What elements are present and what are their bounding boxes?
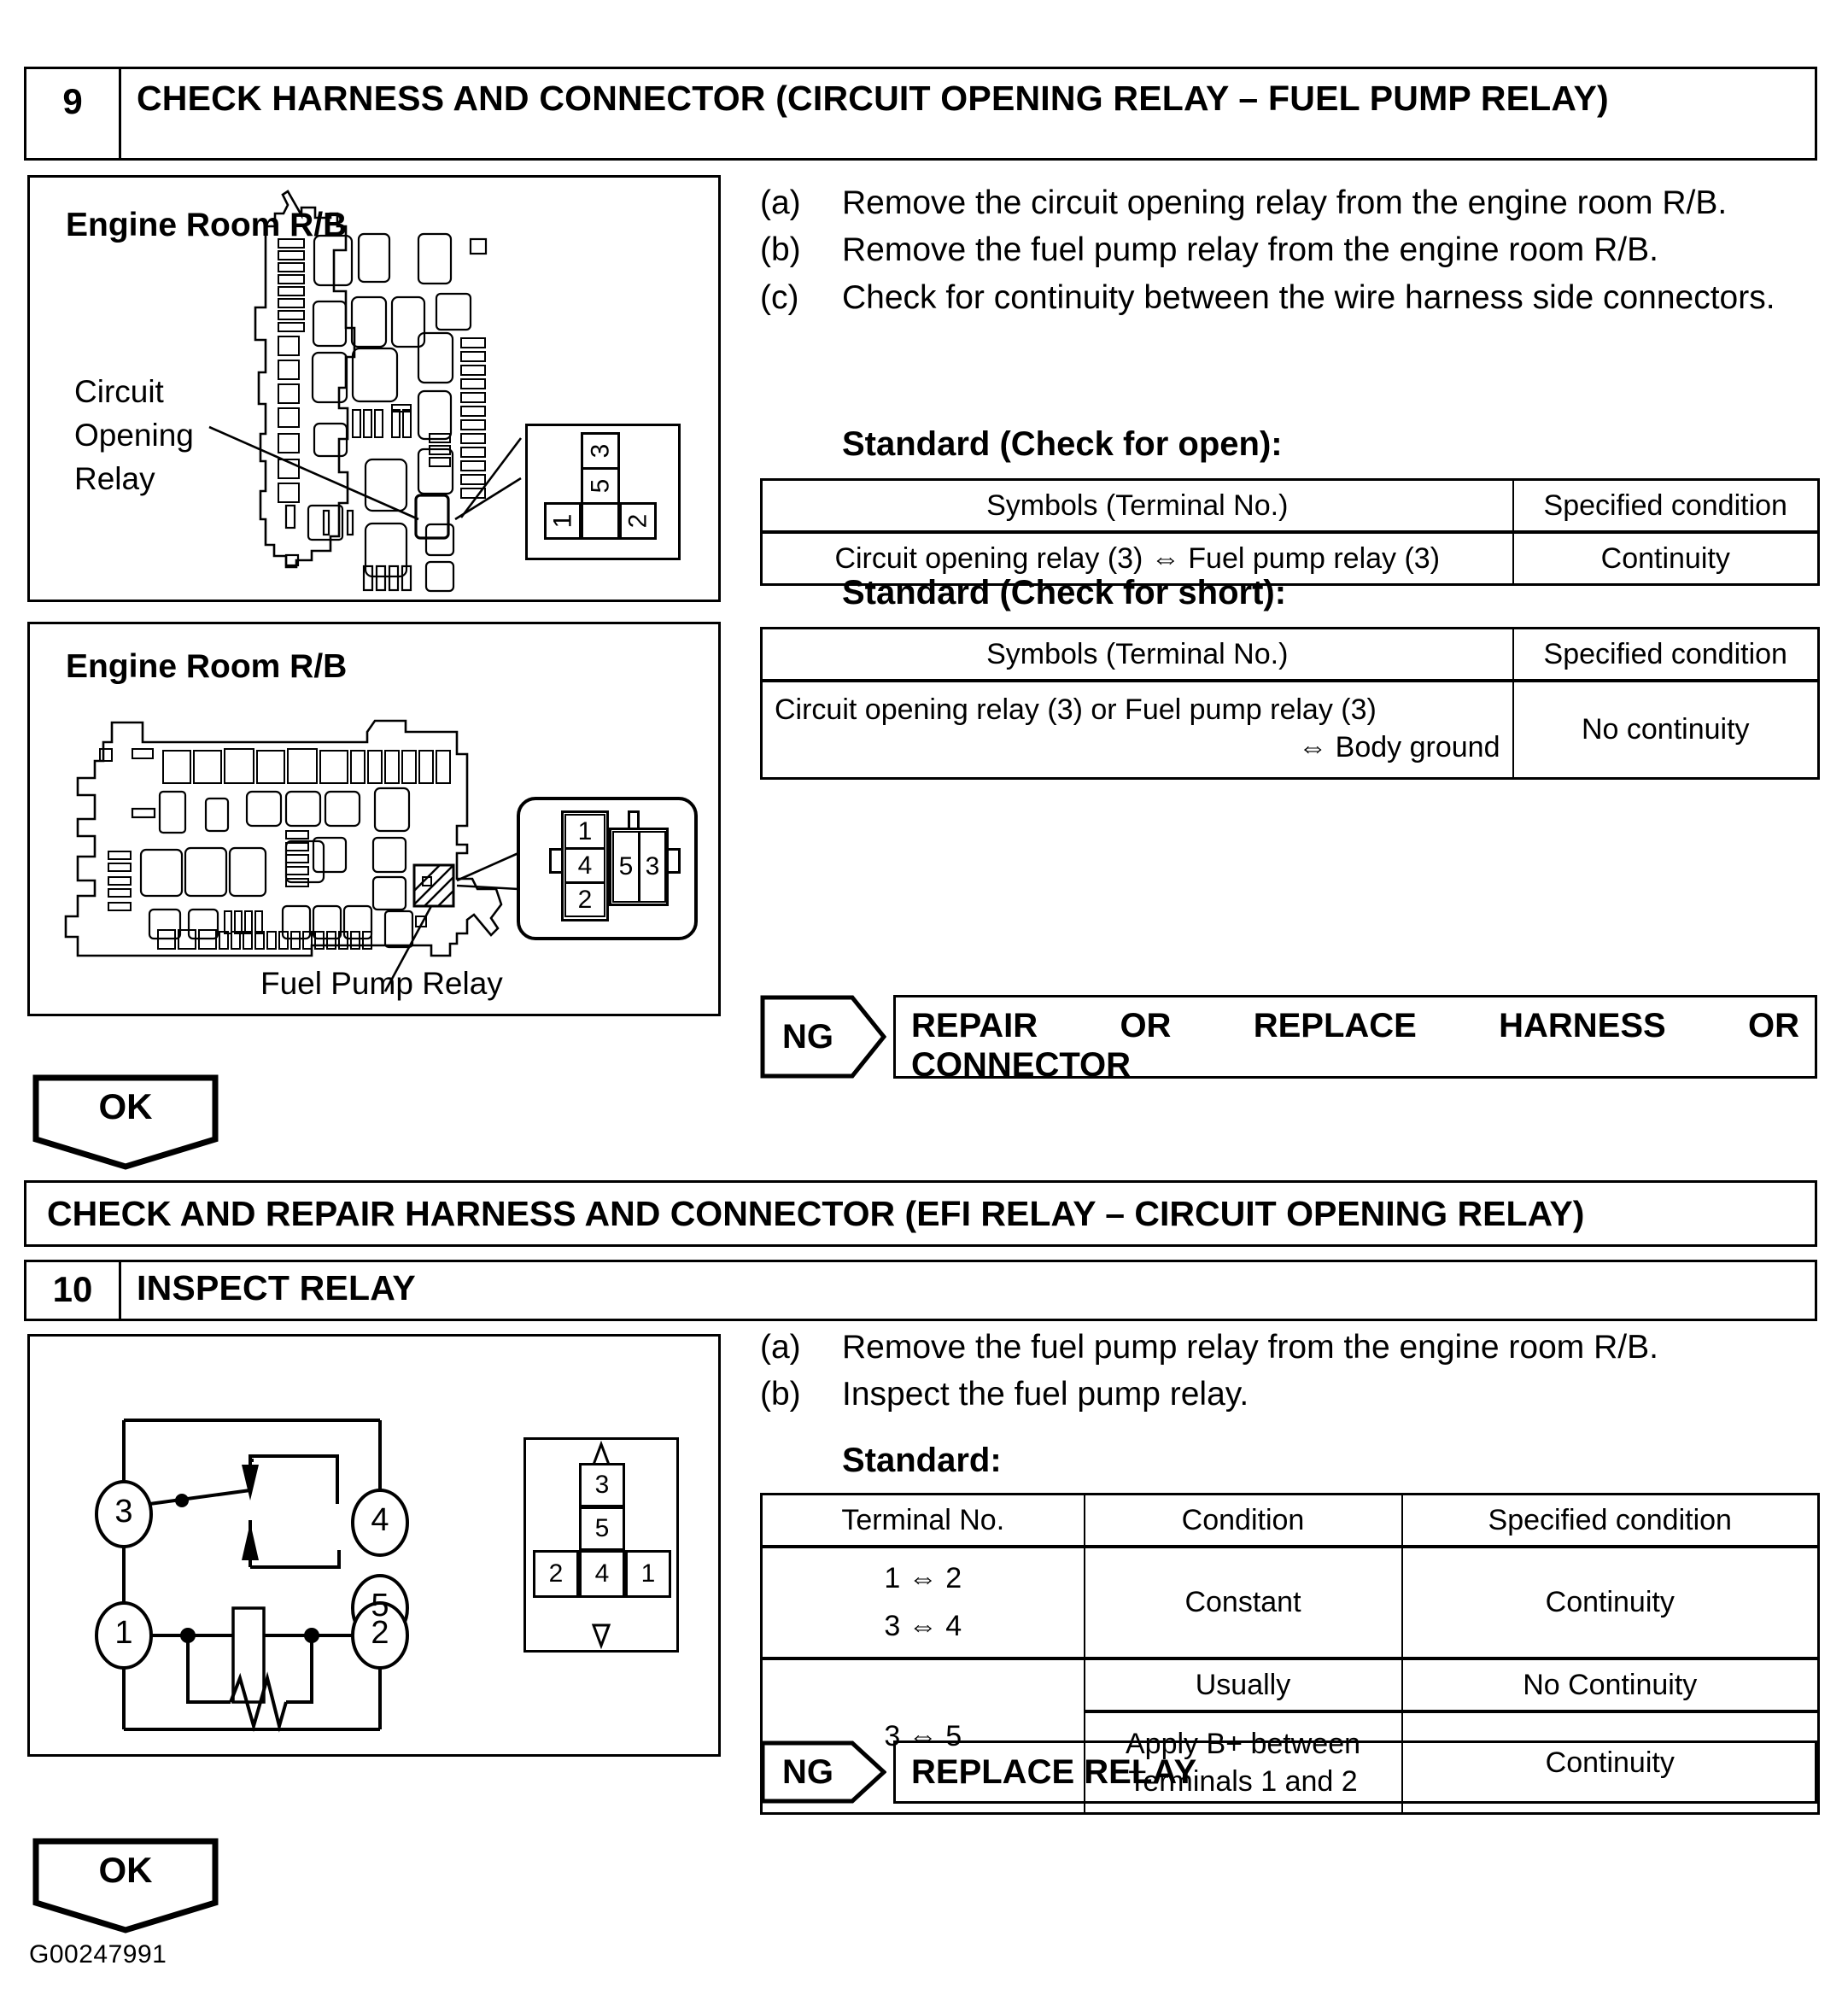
mid-result-bar: [24, 1180, 1817, 1247]
circuit-terminal-2: 2: [371, 1615, 389, 1651]
standard-open-table: [760, 478, 1820, 586]
step-9-ok-tag: [32, 1074, 219, 1170]
ng-word: HARNESS: [1499, 1007, 1666, 1044]
table-header-row: [762, 1495, 1819, 1547]
step-10-ng-branch: [760, 1740, 1817, 1804]
step-10-procedure: [760, 1325, 1819, 1420]
cell-terminal: 3 ⇔ 5: [762, 1658, 1085, 1814]
procedure-text: Remove the fuel pump relay from the engine room R/B.: [842, 231, 1658, 269]
figure2-connector-tab-left: [549, 848, 563, 874]
step-10-number: 10: [26, 1262, 121, 1319]
col-specified-condition: Specified condition: [1513, 629, 1819, 682]
procedure-item: [760, 181, 1819, 225]
procedure-text: Remove the fuel pump relay from the engine room R/B.: [842, 1329, 1658, 1366]
procedure-key: (b): [760, 231, 801, 269]
figure2-pin-4: 4: [564, 848, 605, 883]
standard-short-heading: Standard (Check for short):: [842, 574, 1287, 611]
ng-word: OR: [1120, 1007, 1172, 1044]
figure3-pin-3: 3: [579, 1463, 625, 1507]
figure2-connector-tab-top: [628, 810, 640, 829]
cell-specified: Continuity: [1402, 1711, 1819, 1814]
cell-specified: Continuity: [1402, 1547, 1819, 1658]
ng-tag: [760, 1740, 886, 1804]
col-terminal-no: Terminal No.: [762, 1495, 1085, 1547]
cell-terminal: [762, 1547, 1085, 1658]
circuit-terminal-4: 4: [371, 1502, 389, 1538]
step-10-ok-tag: [32, 1838, 219, 1933]
cell-symbols-line-1: Circuit opening relay (3) or Fuel pump relay (3): [775, 693, 1377, 727]
table-row: [762, 681, 1819, 778]
cell-condition: Constant: [1085, 1547, 1402, 1658]
ng-result-line-2: CONNECTOR: [911, 1046, 1132, 1084]
cell-symbols: [762, 681, 1513, 778]
condition-line: Terminals 1 and 2: [1128, 1764, 1358, 1798]
cell-specified: No continuity: [1513, 681, 1819, 778]
procedure-text: Check for continuity between the wire harness side connectors.: [842, 278, 1775, 316]
procedure-item: [760, 1325, 1819, 1369]
callout-line-1: Circuit: [74, 374, 164, 409]
procedure-key: (b): [760, 1376, 801, 1413]
figure1-pin-3: 3: [581, 432, 620, 470]
figure2-connector-tab-right: [667, 848, 681, 874]
condition-line: Apply B+ between: [1125, 1727, 1361, 1760]
callout-line-3: Relay: [74, 461, 155, 497]
cell-symbols-line-2: ⇔ Body ground: [1298, 731, 1500, 764]
step-9-title: CHECK HARNESS AND CONNECTOR (CIRCUIT OPENING RELAY – FUEL PUMP RELAY): [137, 79, 1609, 118]
circuit-terminal-5: 5: [371, 1588, 389, 1623]
ng-result-label: REPLACE RELAY: [911, 1753, 1197, 1791]
procedure-item: [760, 1372, 1819, 1416]
standard-open-heading: Standard (Check for open):: [842, 425, 1283, 463]
ng-tag: [760, 995, 886, 1079]
ng-word: OR: [1747, 1007, 1799, 1044]
ng-result-box: [893, 1740, 1817, 1804]
circuit-terminal-1: 1: [114, 1615, 133, 1651]
figure1-label: Engine Room R/B: [66, 207, 348, 243]
procedure-text: Inspect the fuel pump relay.: [842, 1376, 1249, 1413]
col-specified-condition: Specified condition: [1513, 480, 1819, 533]
terminal-pair: 3 ⇔ 4: [884, 1610, 962, 1643]
procedure-key: (c): [760, 278, 799, 316]
table-header-row: [762, 629, 1819, 682]
figure-engine-room-rb-fuel-pump-relay: [27, 622, 721, 1016]
ok-tag-label: OK: [98, 1850, 153, 1890]
step-9-ng-branch: [760, 995, 1817, 1084]
procedure-text: Remove the circuit opening relay from the engine room R/B.: [842, 184, 1728, 221]
figure1-pin-5: 5: [581, 467, 620, 505]
step-10-header: [24, 1260, 1817, 1321]
mid-result-bar-label: CHECK AND REPAIR HARNESS AND CONNECTOR (EFI RELAY – CIRCUIT OPENING RELAY): [47, 1193, 1585, 1233]
ng-result-line-1: [911, 1006, 1799, 1045]
figure1-pin-blank: [581, 502, 620, 540]
procedure-item: [760, 276, 1819, 319]
figure3-pin-4: 4: [579, 1550, 625, 1598]
cell-specified: No Continuity: [1402, 1658, 1819, 1711]
figure2-pin-5: 5: [612, 831, 640, 903]
step-9-procedure: [760, 181, 1819, 323]
ng-tag-label: NG: [782, 1752, 833, 1791]
figure1-pin-1: 1: [544, 502, 582, 540]
terminal-pair: 1 ⇔ 2: [884, 1562, 962, 1595]
ng-word: REPLACE: [1253, 1007, 1417, 1044]
step-10-title: INSPECT RELAY: [137, 1268, 416, 1307]
figure2-label: Engine Room R/B: [66, 648, 348, 685]
step-9-number: 9: [26, 69, 121, 158]
cell-specified: Continuity: [1513, 532, 1819, 585]
table-row: [762, 1547, 1819, 1658]
standard-heading: Standard:: [842, 1442, 1002, 1479]
callout-line-2: Opening: [74, 418, 194, 453]
figure-relay-internal-circuit: [27, 1334, 721, 1757]
col-condition: Condition: [1085, 1495, 1402, 1547]
figure2-pin-2: 2: [564, 882, 605, 917]
circuit-terminal-3: 3: [114, 1494, 133, 1530]
col-symbols: Symbols (Terminal No.): [762, 629, 1513, 682]
procedure-key: (a): [760, 184, 801, 221]
cell-condition: Usually: [1085, 1658, 1402, 1711]
standard-short-table: [760, 627, 1820, 780]
step-9-header: [24, 67, 1817, 161]
figure2-caption: Fuel Pump Relay: [260, 966, 503, 1001]
table-header-row: [762, 480, 1819, 533]
document-code: G00247991: [29, 1940, 167, 1969]
figure2-pin-1: 1: [564, 814, 605, 849]
figure3-pin-1: 1: [625, 1550, 671, 1598]
procedure-item: [760, 228, 1819, 272]
col-specified-condition: Specified condition: [1402, 1495, 1819, 1547]
ng-word: REPAIR: [911, 1007, 1038, 1044]
ng-result-box: [893, 995, 1817, 1084]
ng-tag-label: NG: [782, 1017, 833, 1056]
figure3-pin-5: 5: [579, 1506, 625, 1551]
figure-engine-room-rb-circuit-opening-relay: [27, 175, 721, 602]
table-row: [762, 1658, 1819, 1711]
cell-symbols: Circuit opening relay (3) ⇔ Fuel pump relay (3): [762, 532, 1513, 585]
ok-tag-label: OK: [98, 1086, 153, 1126]
figure2-pin-3: 3: [639, 831, 666, 903]
figure3-pin-2: 2: [533, 1550, 579, 1598]
col-symbols: Symbols (Terminal No.): [762, 480, 1513, 533]
procedure-key: (a): [760, 1329, 801, 1366]
figure1-pin-2: 2: [619, 502, 657, 540]
